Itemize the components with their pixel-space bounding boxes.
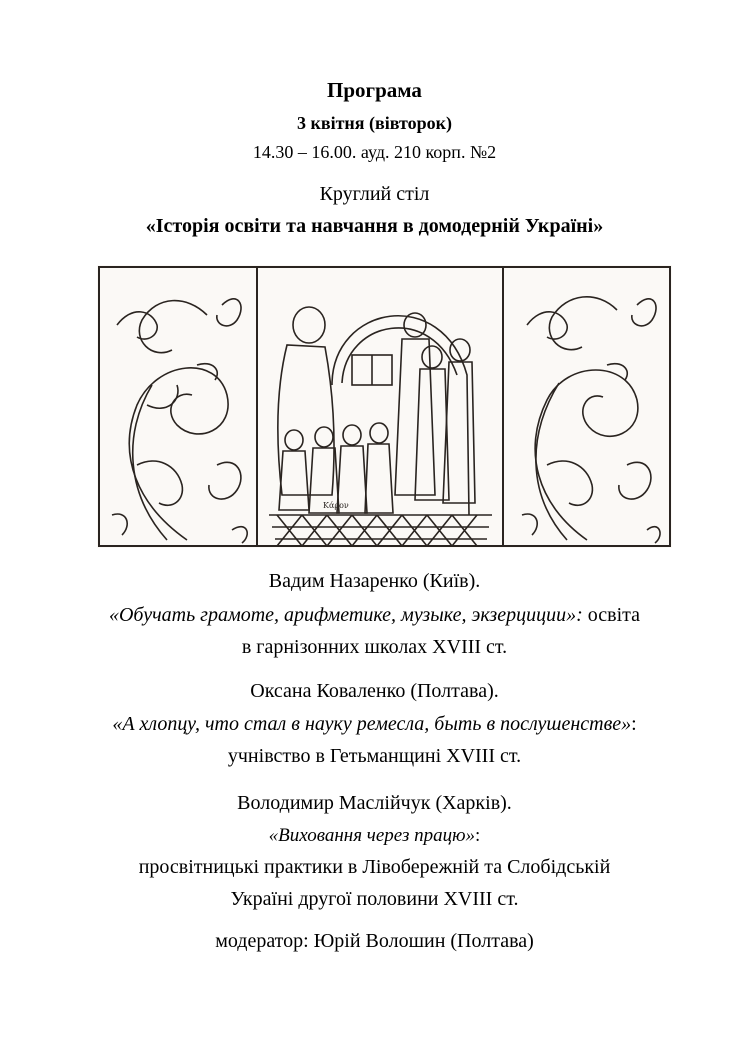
- talk-1-speaker: Вадим Назаренко (Київ).: [268, 570, 481, 592]
- talk-3-quote: «Виховання через працю»: [268, 825, 476, 846]
- program-title: Програма: [327, 78, 422, 102]
- talk-3-title-line2: просвітницькі практики в Лівобережній та Слобідській: [138, 856, 611, 878]
- engraving-illustration: [97, 265, 672, 548]
- event-type: Круглий стіл: [319, 183, 430, 205]
- moderator-line: модератор: Юрій Волошин (Полтава): [215, 930, 534, 952]
- event-date: 3 квітня (вівторок): [296, 113, 452, 133]
- talk-1-rest-inline: освіта: [582, 604, 641, 626]
- talk-3-speaker: Володимир Маслійчук (Харків).: [237, 792, 512, 814]
- event-time-place: 14.30 – 16.00. ауд. 210 корп. №2: [252, 142, 497, 162]
- talk-2-speaker: Оксана Коваленко (Полтава).: [250, 680, 499, 702]
- talk-2-title-line1: [0, 713, 749, 736]
- talk-2-quote-tail: :: [631, 713, 637, 735]
- talk-3-title-line1: [0, 825, 749, 847]
- talk-3-quote-tail: :: [475, 825, 481, 846]
- talk-1-quote: «Обучать грамоте, арифметике, музыке, экзерциции»:: [108, 604, 583, 626]
- engraving-caption: Κάρον: [323, 501, 349, 510]
- talk-3-title-line3: Україні другої половини XVIII ст.: [230, 888, 519, 910]
- talk-1-title-line1: [0, 604, 749, 627]
- talk-2-title-line2: учнівство в Гетьманщині XVIII ст.: [227, 745, 522, 767]
- talk-2-quote: «А хлопцу, что стал в науку ремесла, быть в послушенстве»: [112, 713, 632, 735]
- talk-1-title-line2: в гарнізонних школах XVIII ст.: [241, 636, 508, 658]
- event-title: «Історія освіти та навчання в домодерній Україні»: [145, 215, 604, 237]
